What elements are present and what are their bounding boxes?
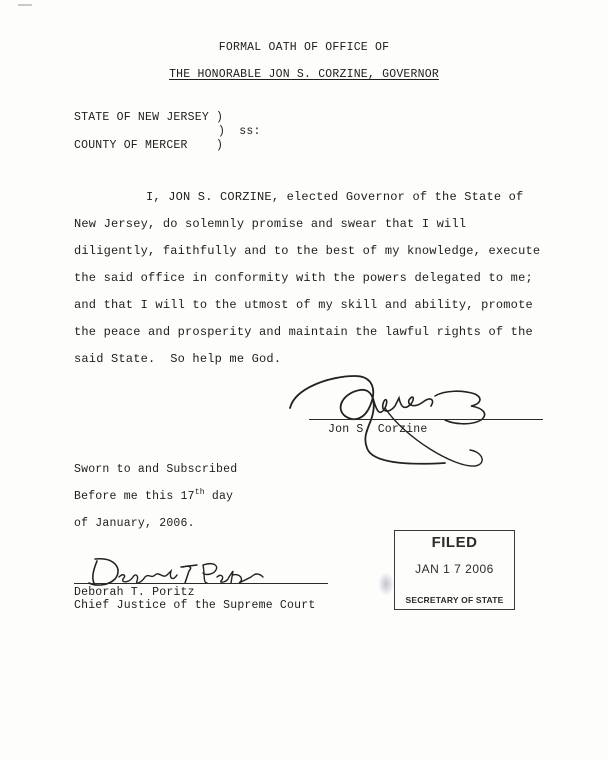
stamp-date: JAN 1 7 2006	[415, 562, 494, 576]
oath-line: New Jersey, do solemnly promise and swear that I will	[74, 217, 467, 231]
oath-line: said State. So help me God.	[74, 352, 282, 366]
oath-line: and that I will to the utmost of my skill and ability, promote	[74, 298, 533, 312]
sworn-date-suffix: day	[204, 490, 234, 503]
scan-edge-mark	[18, 4, 32, 6]
justice-title: Chief Justice of the Supreme Court	[74, 599, 316, 612]
venue-state: STATE OF NEW JERSEY )	[74, 111, 224, 124]
justice-name: Deborah T. Poritz	[74, 586, 195, 599]
governor-signature-mark	[285, 368, 515, 473]
sworn-date-prefix: Before me this 17	[74, 490, 195, 503]
stamp-filed-label: FILED	[431, 534, 478, 551]
oath-line: the said office in conformity with the powers delegated to me;	[74, 271, 533, 285]
document-subtitle: THE HONORABLE JON S. CORZINE, GOVERNOR	[169, 68, 439, 81]
sworn-line-1: Sworn to and Subscribed	[74, 463, 238, 476]
oath-line: the peace and prosperity and maintain the lawful rights of the	[74, 325, 533, 339]
governor-name: Jon S. Corzine	[328, 423, 428, 436]
filed-stamp	[394, 530, 515, 610]
oath-line: I, JON S. CORZINE, elected Governor of the State of	[146, 190, 524, 204]
governor-signature-line	[309, 419, 543, 420]
sworn-line-3: of January, 2006.	[74, 517, 195, 530]
justice-signature-line	[74, 583, 328, 584]
sworn-date-ordinal: th	[194, 488, 205, 498]
venue-county: COUNTY OF MERCER )	[74, 139, 224, 152]
ink-smudge	[378, 572, 394, 596]
stamp-office: SECRETARY OF STATE	[405, 595, 504, 605]
venue-ss: ) ss:	[218, 125, 261, 138]
document-title: FORMAL OATH OF OFFICE OF	[218, 41, 390, 54]
oath-line: diligently, faithfully and to the best of my knowledge, execute	[74, 244, 541, 258]
sworn-line-2	[74, 490, 233, 504]
